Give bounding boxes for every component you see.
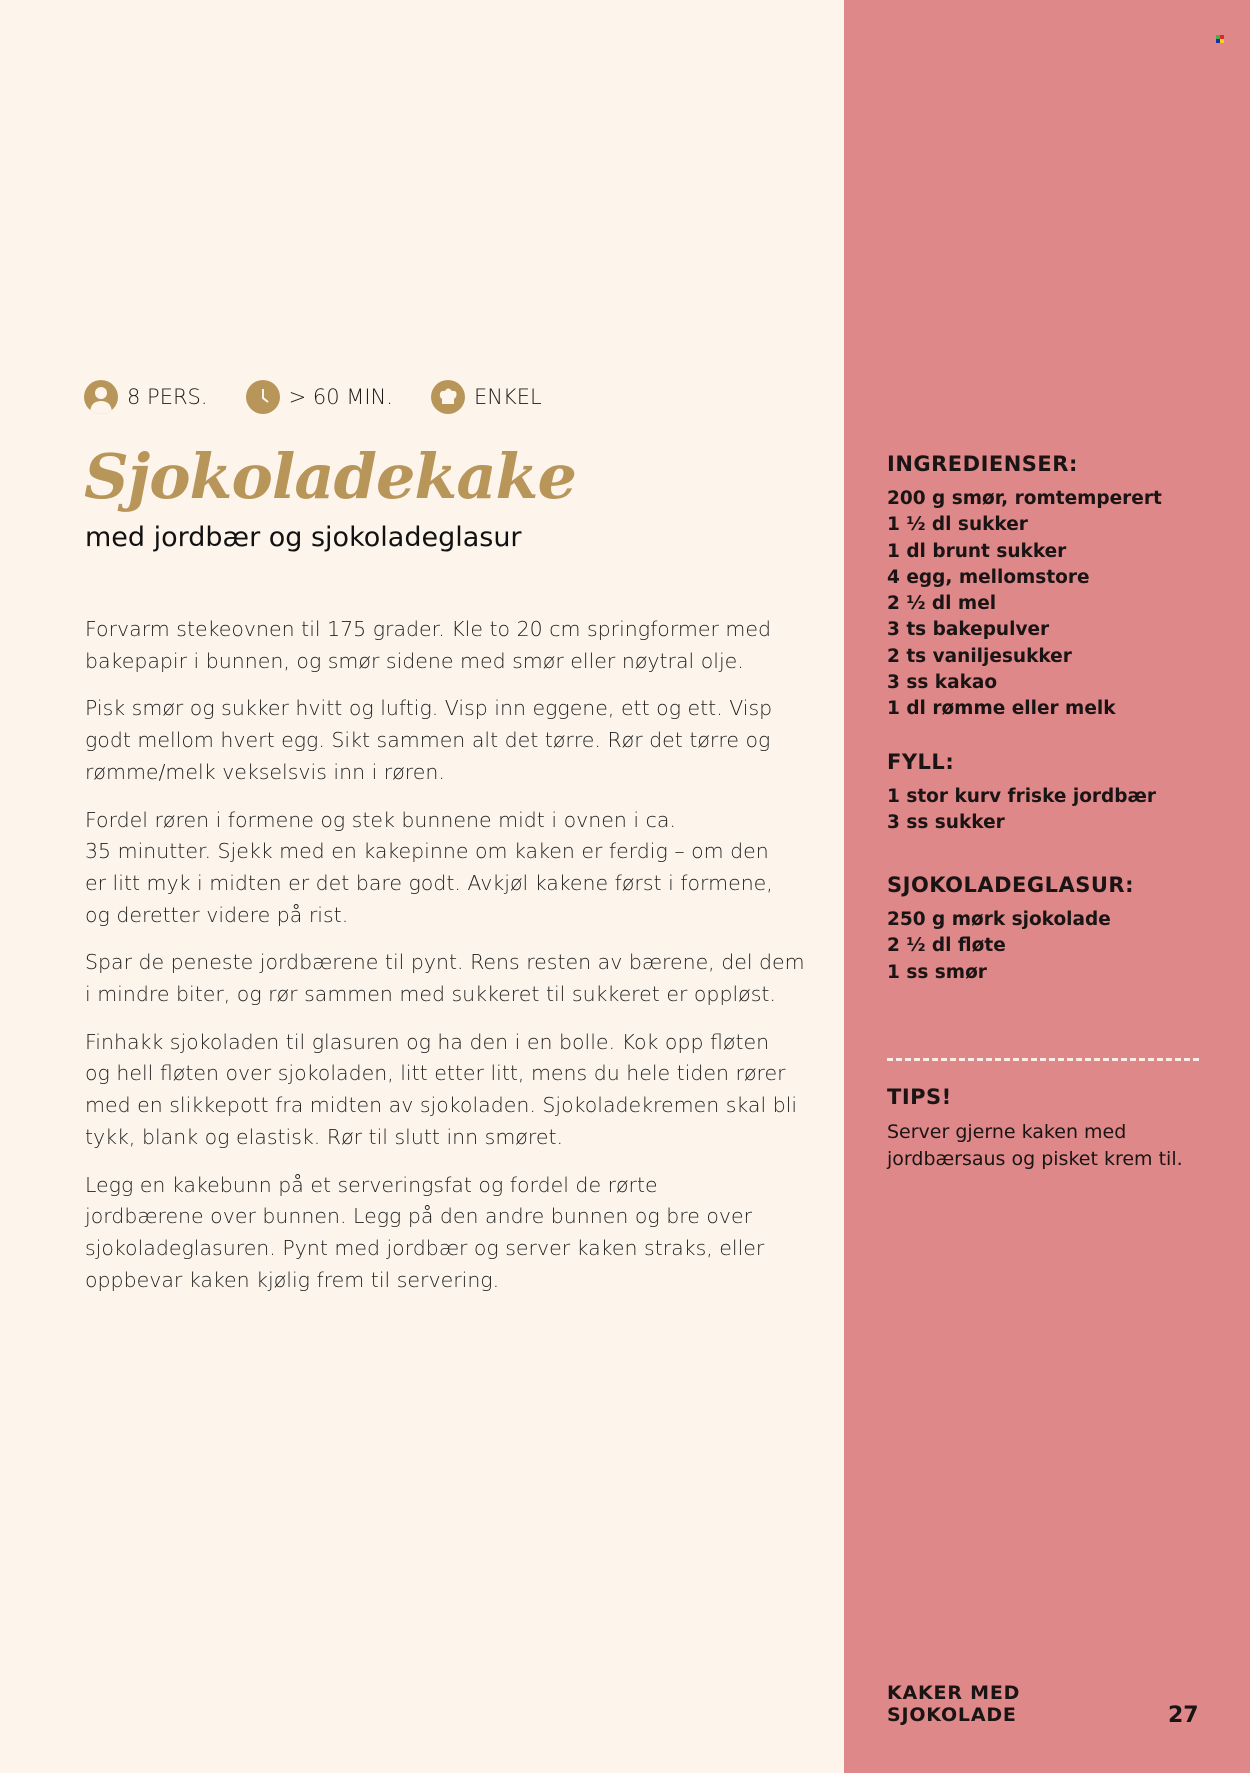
instruction-paragraph bbox=[85, 1170, 805, 1297]
recipe-subtitle: med jordbær og sjokoladeglasur bbox=[85, 522, 522, 553]
instruction-line: Pisk smør og sukker hvitt og luftig. Visp inn eggene, ett og ett. Visp bbox=[85, 696, 773, 721]
instruction-line: 35 minutter. Sjekk med en kakepinne om kaken er ferdig – om den bbox=[85, 839, 769, 864]
instruction-line: Forvarm stekeovnen til 175 grader. Kle to 20 cm springformer med bbox=[85, 617, 772, 641]
ingredient-item: 250 g mørk sjokolade bbox=[887, 909, 1111, 930]
ingredient-item: 3 ss kakao bbox=[887, 672, 998, 694]
tips-heading: TIPS! bbox=[887, 1085, 952, 1109]
ingredient-item: 2 ts vaniljesukker bbox=[887, 645, 1072, 667]
ingredient-item: 3 ts bakepulver bbox=[887, 619, 1050, 641]
tips-text bbox=[887, 1119, 1217, 1173]
instruction-line: og deretter videre på rist. bbox=[85, 902, 349, 927]
instruction-paragraph bbox=[85, 805, 805, 932]
instruction-paragraph bbox=[85, 1027, 805, 1154]
ingredient-item: 2 ½ dl fløte bbox=[887, 935, 1006, 957]
instruction-line: Fordel røren i formene og stek bunnene midt i ovnen i ca. bbox=[85, 807, 676, 832]
ingredients-list bbox=[887, 486, 1217, 723]
recipe-meta bbox=[84, 380, 580, 414]
time-label: > 60 MIN. bbox=[288, 385, 393, 409]
tips-line: jordbærsaus og pisket krem til. bbox=[887, 1148, 1183, 1170]
ingredient-item: 1 ss smør bbox=[887, 961, 987, 983]
ingredient-item: 2 ½ dl mel bbox=[887, 593, 997, 615]
instruction-line: tykk, blank og elastisk. Rør til slutt inn smøret. bbox=[85, 1124, 563, 1149]
ingredient-item: 1 dl brunt sukker bbox=[887, 540, 1067, 562]
person-icon bbox=[84, 380, 118, 414]
instructions bbox=[85, 614, 805, 1312]
servings bbox=[84, 380, 208, 414]
time bbox=[246, 380, 393, 414]
instruction-line: rømme/melk vekselsvis inn i røren. bbox=[85, 759, 445, 784]
section-footer bbox=[887, 1682, 1020, 1726]
instruction-line: og hell fløten over sjokoladen, litt etter litt, mens du hele tiden rører bbox=[85, 1061, 786, 1086]
instruction-line: Spar de peneste jordbærene til pynt. Rens resten av bærene, del dem bbox=[85, 950, 805, 975]
recipe-title: Sjokoladekake bbox=[84, 440, 576, 513]
instruction-line: er litt myk i midten er det bare godt. Avkjøl kakene først i formene, bbox=[85, 870, 773, 895]
instruction-paragraph bbox=[85, 947, 805, 1010]
clock-icon bbox=[246, 380, 280, 414]
difficulty-label: ENKEL bbox=[473, 385, 542, 409]
ingredient-item: 200 g smør, romtemperert bbox=[887, 488, 1162, 509]
ingredient-item: 4 egg, mellomstore bbox=[887, 566, 1090, 588]
servings-label: 8 PERS. bbox=[127, 385, 208, 409]
instruction-line: Legg en kakebunn på et serveringsfat og fordel de rørte bbox=[85, 1172, 658, 1197]
difficulty bbox=[431, 380, 542, 414]
instruction-line: jordbærene over bunnen. Legg på den andre bunnen og bre over bbox=[85, 1204, 753, 1229]
tips-line: Server gjerne kaken med bbox=[887, 1121, 1127, 1143]
instruction-line: sjokoladeglasuren. Pynt med jordbær og server kaken straks, eller bbox=[85, 1235, 765, 1260]
ingredient-item: 1 ½ dl sukker bbox=[887, 514, 1028, 536]
filling-list bbox=[887, 784, 1217, 837]
glaze-heading: SJOKOLADEGLASUR: bbox=[887, 873, 1134, 897]
tips-section bbox=[887, 1085, 1217, 1173]
ingredient-item: 3 ss sukker bbox=[887, 812, 1005, 834]
instruction-line: godt mellom hvert egg. Sikt sammen alt det tørre. Rør det tørre og bbox=[85, 728, 771, 753]
chef-hat-icon bbox=[431, 380, 465, 414]
glaze-list bbox=[887, 907, 1217, 986]
instruction-line: Finhakk sjokoladen til glasuren og ha den i en bolle. Kok opp fløten bbox=[85, 1029, 770, 1054]
ingredient-item: 1 dl rømme eller melk bbox=[887, 698, 1116, 720]
ingredients-section bbox=[887, 452, 1217, 723]
glaze-section bbox=[887, 873, 1217, 986]
ingredients-heading: INGREDIENSER: bbox=[887, 452, 1078, 476]
page-number: 27 bbox=[1168, 1703, 1199, 1728]
instruction-line: oppbevar kaken kjølig frem til servering. bbox=[85, 1267, 500, 1292]
ingredient-item: 1 stor kurv friske jordbær bbox=[887, 786, 1157, 807]
footer-line: KAKER MED bbox=[887, 1682, 1021, 1704]
instruction-line: bakepapir i bunnen, og smør sidene med smør eller nøytral olje. bbox=[85, 648, 744, 673]
instruction-line: med en slikkepott fra midten av sjokoladen. Sjokoladekremen skal bli bbox=[85, 1093, 798, 1118]
footer-line: SJOKOLADE bbox=[887, 1704, 1017, 1726]
instruction-paragraph bbox=[85, 693, 805, 788]
instruction-line: i mindre biter, og rør sammen med sukkeret til sukkeret er oppløst. bbox=[85, 982, 776, 1007]
color-registration-mark bbox=[1216, 35, 1224, 43]
filling-section bbox=[887, 750, 1217, 837]
divider bbox=[887, 1058, 1199, 1061]
filling-heading: FYLL: bbox=[887, 750, 955, 774]
instruction-paragraph bbox=[85, 614, 805, 677]
